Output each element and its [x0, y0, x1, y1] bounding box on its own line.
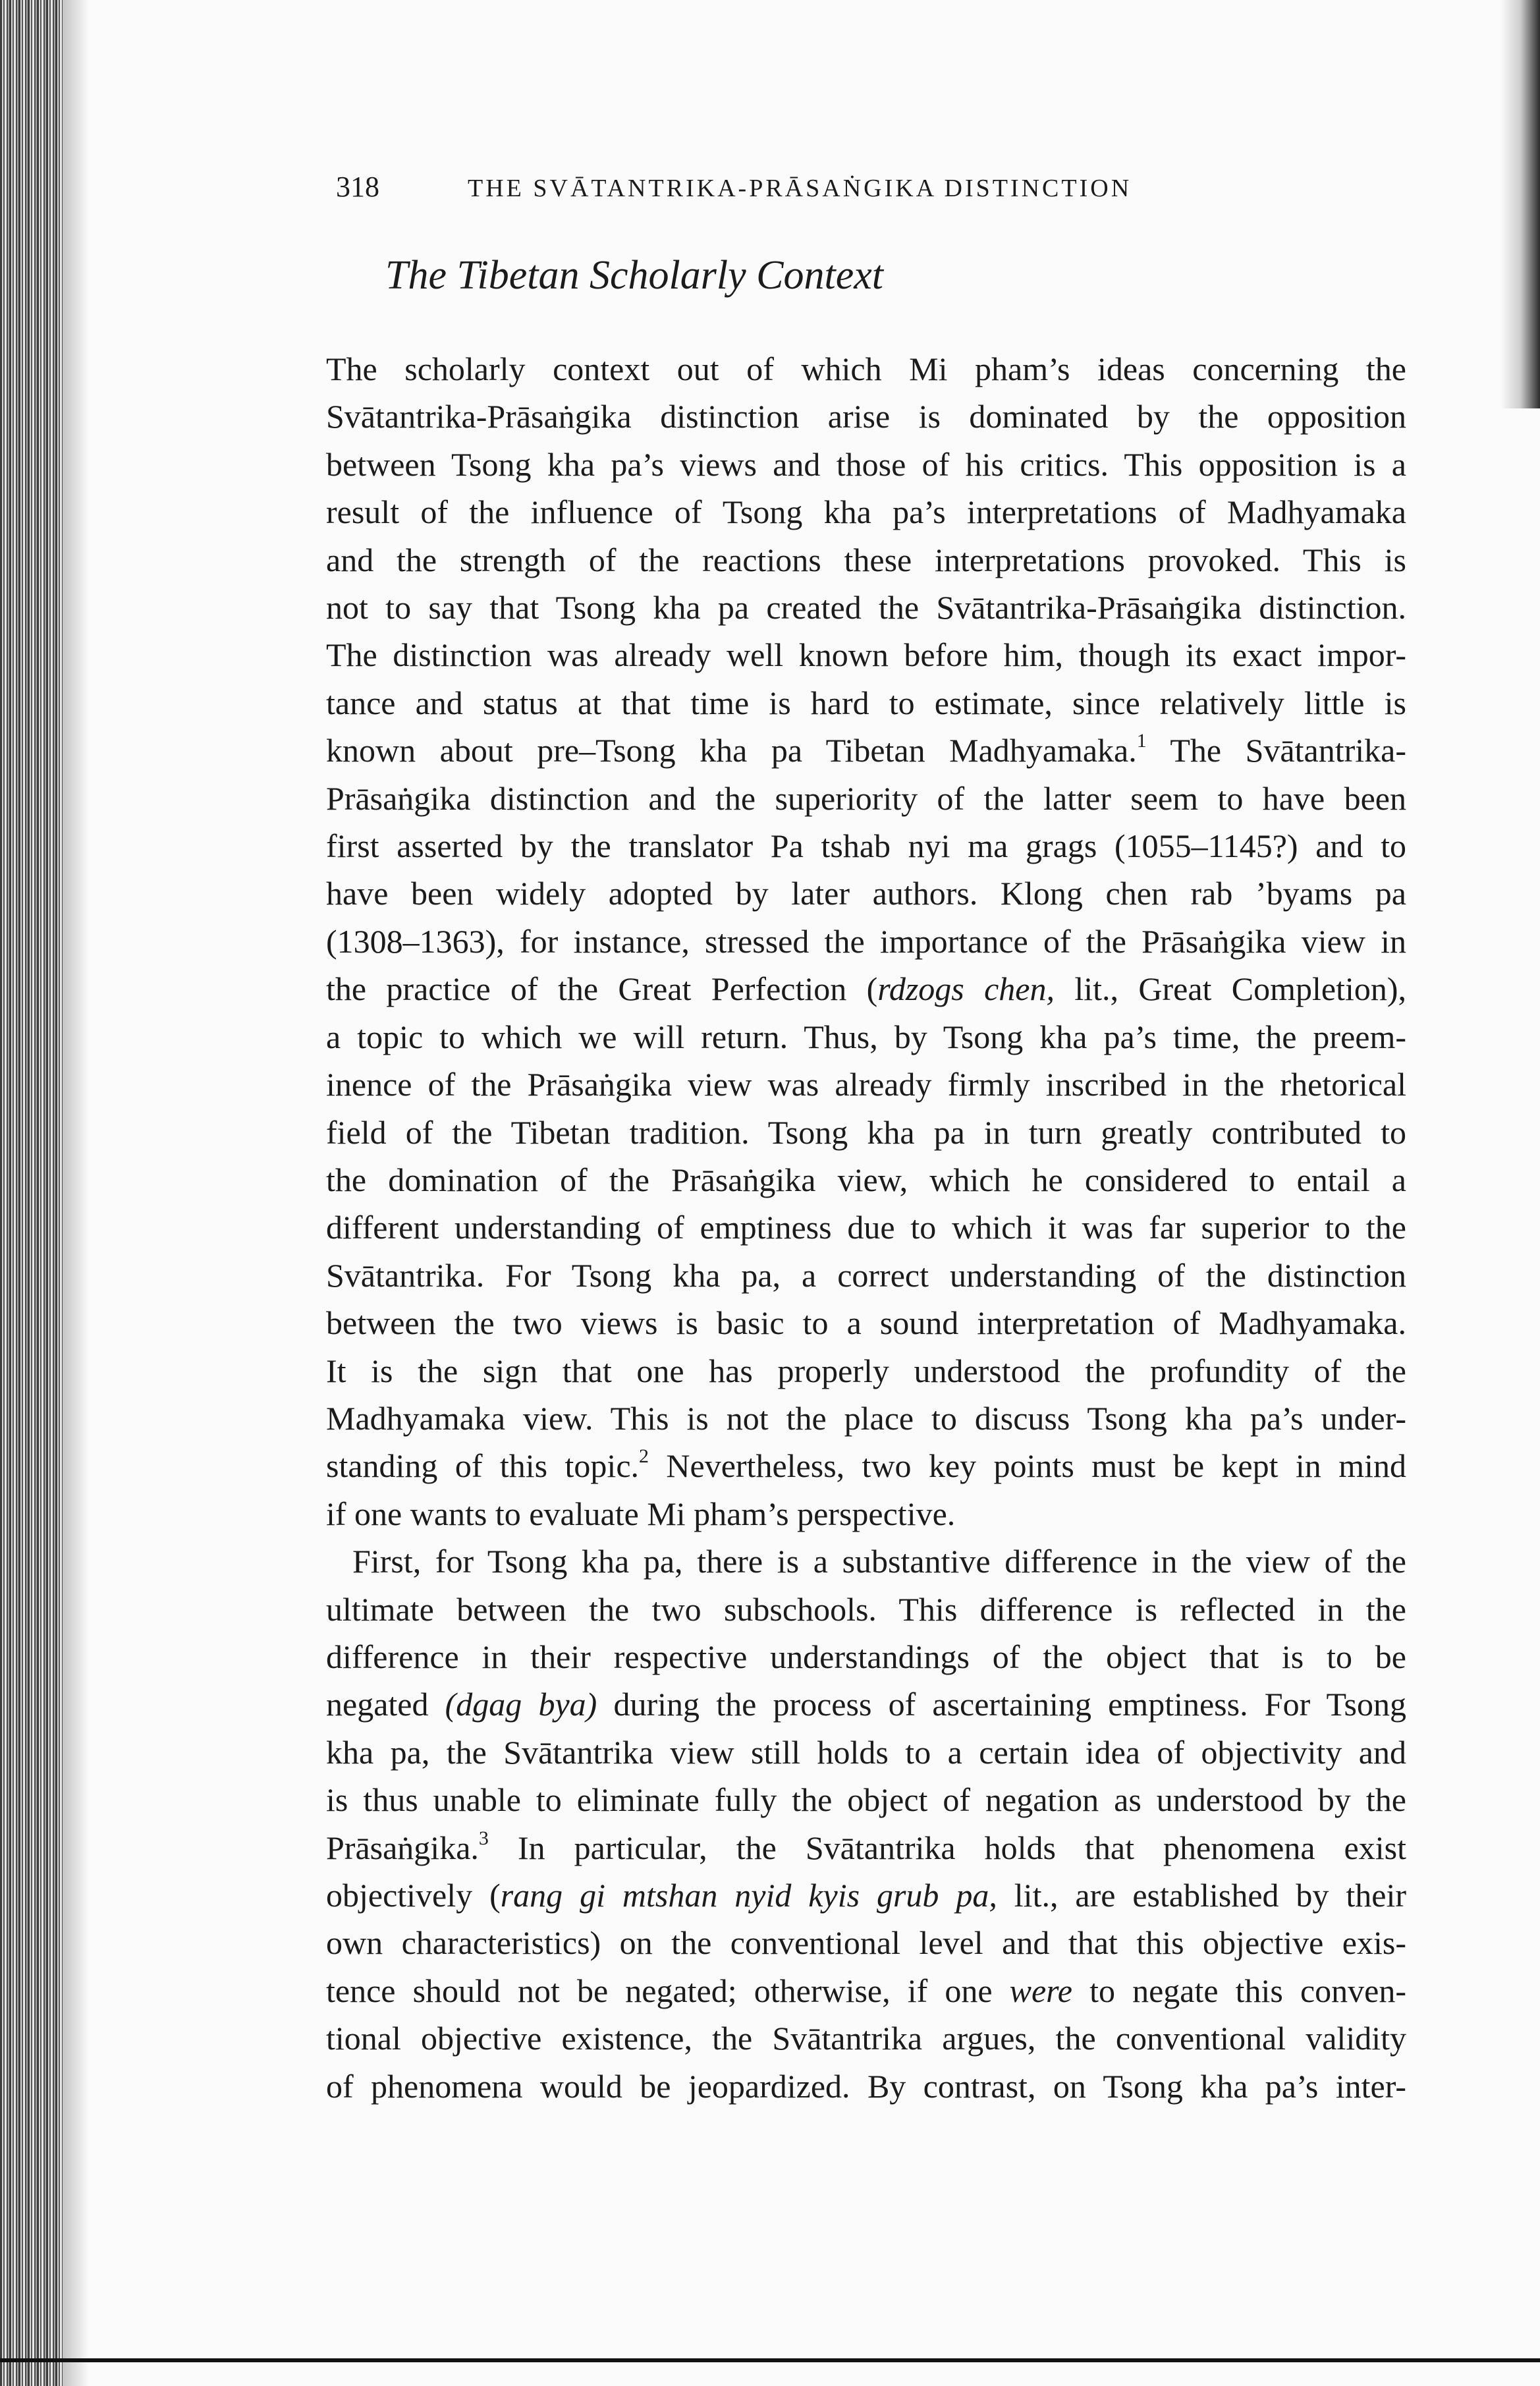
- text-segment: tence should not be negated; otherwise, if one: [326, 1972, 1010, 2009]
- text-line: Madhyamaka view. This is not the place to discuss Tsong kha pa’s under-: [326, 1399, 1406, 1437]
- text-line: [326, 727, 1406, 774]
- text-line: [326, 1680, 1406, 1728]
- running-title: THE SVĀTANTRIKA-PRĀSAṄGIKA DISTINCTION: [468, 175, 1132, 202]
- text-segment: Nevertheless, two key points must be kept in mind: [649, 1447, 1406, 1485]
- text-segment: In particular, the Svātantrika holds that phenomena exist: [488, 1829, 1406, 1866]
- text-segment: the practice of the Great Perfection (: [326, 970, 878, 1008]
- tibetan-term: (dgag bya): [445, 1686, 597, 1723]
- text-line: of phenomena would be jeopardized. By contrast, on Tsong kha pa’s inter-: [326, 2067, 1406, 2105]
- text-line: tance and status at that time is hard to estimate, since relatively little is: [326, 684, 1406, 721]
- text-line: first asserted by the translator Pa tshab nyi ma grags (1055–1145?) and to: [326, 827, 1406, 865]
- footnote-marker-2[interactable]: 2: [639, 1445, 649, 1468]
- text-line: It is the sign that one has properly understood the profundity of the: [326, 1352, 1406, 1389]
- text-line: the domination of the Prāsaṅgika view, which he considered to entail a: [326, 1161, 1406, 1198]
- text-line: [326, 965, 1406, 1013]
- page-number: 318: [336, 171, 379, 203]
- text-line: The distinction was already well known before him, though its exact impor-: [326, 636, 1406, 674]
- text-line: field of the Tibetan tradition. Tsong kha pa in turn greatly contributed to: [326, 1113, 1406, 1151]
- text-segment: lit., are established by their: [997, 1877, 1406, 1914]
- text-line: result of the influence of Tsong kha pa’s interpretations of Madhyamaka: [326, 493, 1406, 531]
- text-line: have been widely adopted by later authors. Klong chen rab ’byams pa: [326, 875, 1406, 912]
- tibetan-term: rang gi mtshan nyid kyis grub pa,: [500, 1877, 997, 1914]
- body-text: [326, 345, 1406, 2110]
- text-segment: to negate this conven-: [1072, 1972, 1406, 2009]
- scan-gutter-shadow: [63, 0, 89, 2386]
- text-line: [326, 1967, 1406, 2014]
- scan-gutter: [0, 0, 63, 2386]
- tibetan-term: rdzogs chen,: [877, 970, 1055, 1008]
- text-line: ultimate between the two subschools. This difference is reflected in the: [326, 1590, 1406, 1628]
- text-segment: objectively (: [326, 1877, 501, 1914]
- footnote-marker-1[interactable]: 1: [1136, 730, 1147, 752]
- text-line: difference in their respective understandings of the object that is to be: [326, 1638, 1406, 1675]
- text-line: [326, 1872, 1406, 1919]
- text-line: between Tsong kha pa’s views and those of his critics. This opposition is a: [326, 445, 1406, 483]
- scan-corner-shadow: [1500, 0, 1540, 408]
- text-line: not to say that Tsong kha pa created the Svātantrika-Prāsaṅgika distinction.: [326, 589, 1406, 626]
- text-line: First, for Tsong kha pa, there is a substantive difference in the view of the: [352, 1543, 1406, 1580]
- scan-bottom-edge: [0, 2358, 1540, 2362]
- text-segment: Prāsaṅgika.: [326, 1829, 479, 1866]
- footnote-marker-3[interactable]: 3: [478, 1827, 489, 1849]
- text-line: Svātantrika-Prāsaṅgika distinction arise is dominated by the opposition: [326, 398, 1406, 435]
- text-segment: The Svātantrika-: [1146, 732, 1406, 769]
- text-line: a topic to which we will return. Thus, by Tsong kha pa’s time, the preem-: [326, 1018, 1406, 1055]
- text-line: if one wants to evaluate Mi pham’s perspective.: [326, 1495, 956, 1532]
- text-line: tional objective existence, the Svātantrika argues, the conventional validity: [326, 2020, 1406, 2057]
- text-line: [326, 1824, 1406, 1872]
- running-head: [336, 170, 1456, 209]
- text-segment: lit., Great Completion),: [1055, 970, 1406, 1008]
- text-line: [326, 1442, 1406, 1489]
- text-line: own characteristics) on the conventional level and that this objective exis-: [326, 1924, 1406, 1962]
- text-segment: negated: [326, 1686, 445, 1723]
- text-line: The scholarly context out of which Mi pham’s ideas concerning the: [326, 350, 1406, 387]
- text-line: (1308–1363), for instance, stressed the importance of the Prāsaṅgika view in: [326, 922, 1406, 960]
- text-line: Prāsaṅgika distinction and the superiority of the latter seem to have been: [326, 779, 1406, 817]
- text-segment: during the process of ascertaining emptiness. For Tsong: [597, 1686, 1406, 1723]
- text-line: inence of the Prāsaṅgika view was already firmly inscribed in the rhetorical: [326, 1066, 1406, 1103]
- paragraph-2: [326, 1538, 1406, 2110]
- text-line: Svātantrika. For Tsong kha pa, a correct understanding of the distinction: [326, 1256, 1406, 1294]
- text-line: between the two views is basic to a sound interpretation of Madhyamaka.: [326, 1304, 1406, 1342]
- section-heading: The Tibetan Scholarly Context: [385, 253, 883, 298]
- text-segment: standing of this topic.: [326, 1447, 640, 1485]
- paragraph-1: [326, 345, 1406, 1538]
- text-line: and the strength of the reactions these interpretations provoked. This is: [326, 541, 1406, 578]
- emphasis: were: [1009, 1972, 1072, 2009]
- text-line: different understanding of emptiness due to which it was far superior to the: [326, 1209, 1406, 1246]
- text-segment: known about pre–Tsong kha pa Tibetan Madhyamaka.: [326, 732, 1137, 769]
- text-line: kha pa, the Svātantrika view still holds to a certain idea of objectivity and: [326, 1733, 1406, 1771]
- text-line: is thus unable to eliminate fully the object of negation as understood by the: [326, 1781, 1406, 1819]
